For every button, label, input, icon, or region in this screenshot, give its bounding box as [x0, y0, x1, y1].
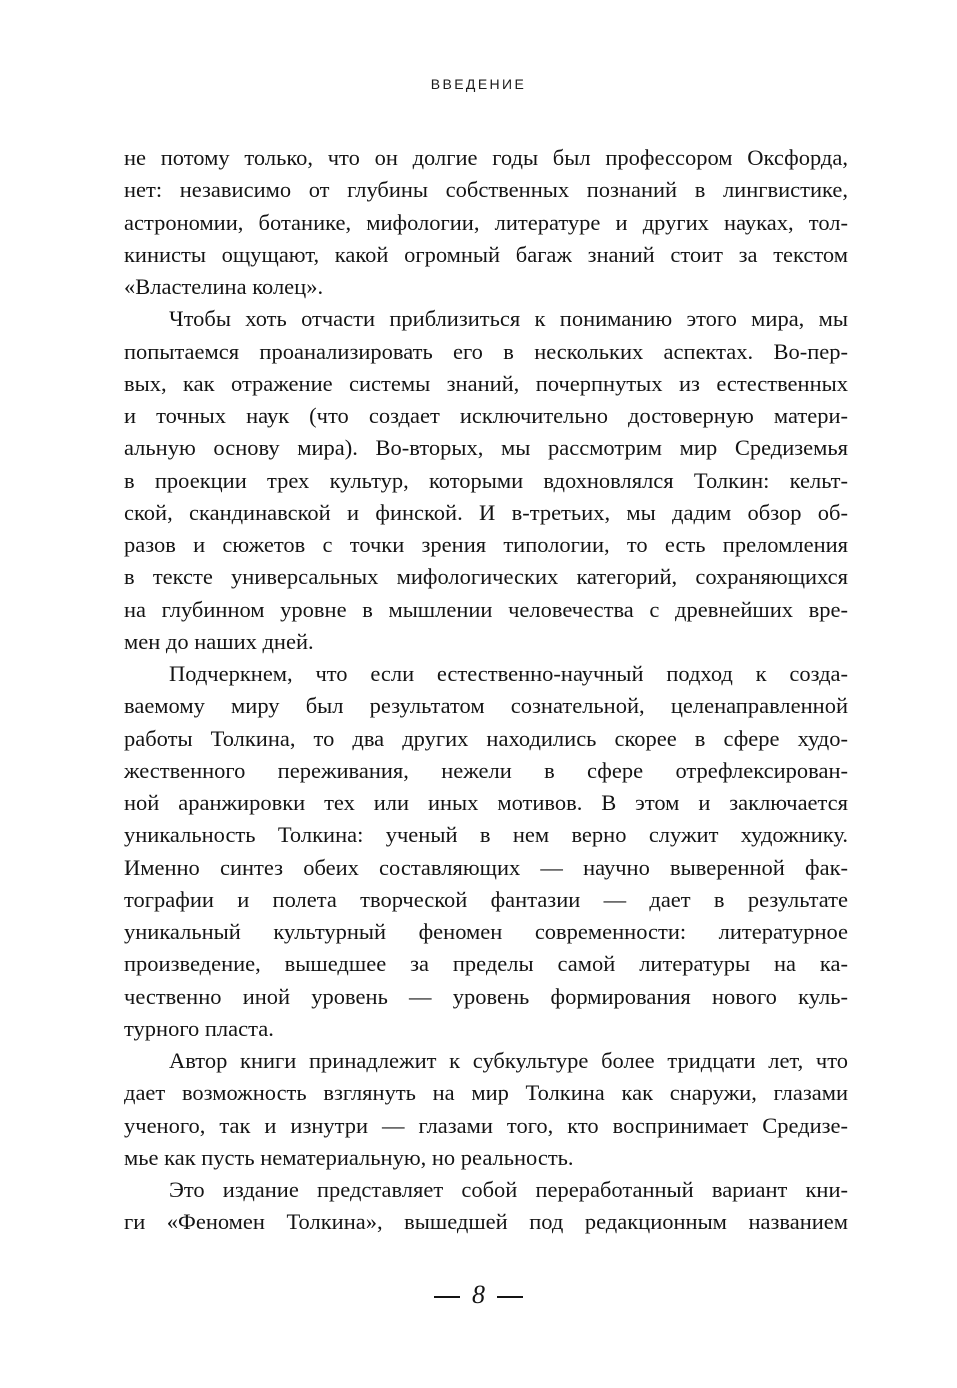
- text-line: уникальность Толкина: ученый в нем верно служит художнику.: [124, 822, 848, 848]
- running-head: ВВЕДЕНИЕ: [430, 76, 527, 92]
- text-line: в проекции трех культур, которыми вдохновлялся Толкин: кельт-: [124, 467, 848, 493]
- text-line: Именно синтез обеих составляющих — научно выверенной фак-: [124, 854, 848, 880]
- text-line: ной аранжировки тех или иных мотивов. В этом и заключается: [124, 790, 848, 815]
- paragraph-first-line: Чтобы хоть отчасти приблизиться к пониманию этого мира, мы: [169, 306, 848, 332]
- folio-left-dash: [434, 1296, 460, 1298]
- text-line: альную основу мира). Во-вторых, мы рассмотрим мир Средиземья: [124, 435, 848, 461]
- folio-right-dash: [497, 1296, 523, 1298]
- text-line: турного пласта.: [124, 1015, 274, 1041]
- text-line: мен до наших дней.: [124, 628, 314, 654]
- paragraph-first-line: Это издание представляет собой переработанный вариант кни-: [169, 1177, 848, 1202]
- text-line: дает возможность взглянуть на мир Толкина как снаружи, глазами: [124, 1080, 848, 1106]
- text-line: уникальный культурный феномен современности: литературное: [124, 919, 848, 944]
- text-line: и точных наук (что создает исключительно достоверную матери-: [124, 403, 848, 428]
- text-line: попытаемся проанализировать его в нескольких аспектах. Во-пер-: [124, 338, 848, 364]
- text-line: произведение, вышедшее за пределы самой литературы на ка-: [124, 951, 848, 977]
- paragraph-first-line: Подчеркнем, что если естественно-научный подход к созда-: [169, 661, 848, 686]
- text-line: ученого, так и изнутри — глазами того, кто воспринимает Средизе-: [124, 1112, 848, 1138]
- text-line: астрономии, ботанике, мифологии, литературе и других науках, тол-: [124, 209, 848, 235]
- text-line: вых, как отражение системы знаний, почерпнутых из естественных: [124, 370, 848, 396]
- text-line: разов и сюжетов с точки зрения типологии, то есть преломления: [124, 532, 848, 557]
- text-line: в тексте универсальных мифологических категорий, сохраняющихся: [124, 564, 848, 590]
- page-footer: [0, 1280, 957, 1310]
- text-line: ской, скандинавской и финской. И в-третьих, мы дадим обзор об-: [124, 499, 848, 525]
- text-line: ваемому миру был результатом сознательной, целенаправленной: [124, 693, 848, 719]
- body-text: [124, 142, 848, 1239]
- text-line: тографии и полета творческой фантазии — дает в результате: [124, 886, 848, 912]
- text-line: на глубинном уровне в мышлении человечества с древнейших вре-: [124, 596, 848, 622]
- text-line: мье как пусть нематериальную, но реальность.: [124, 1144, 574, 1170]
- text-line: не потому только, что он долгие годы был профессором Оксфорда,: [124, 145, 848, 170]
- text-line: ги «Феномен Толкина», вышедшей под редакционным названием: [124, 1209, 848, 1235]
- page-number: 8: [472, 1280, 485, 1309]
- text-line: «Властелина колец».: [124, 274, 324, 299]
- text-line: работы Толкина, то два других находились скорее в сфере худо-: [124, 725, 848, 751]
- paragraph-first-line: Автор книги принадлежит к субкультуре более тридцати лет, что: [169, 1048, 848, 1073]
- text-line: чественно иной уровень — уровень формирования нового куль-: [124, 983, 848, 1009]
- text-line: кинисты ощущают, какой огромный багаж знаний стоит за текстом: [124, 241, 848, 267]
- text-line: нет: независимо от глубины собственных познаний в лингвистике,: [124, 177, 848, 203]
- text-line: жественного переживания, нежели в сфере отрефлексирован-: [124, 757, 848, 783]
